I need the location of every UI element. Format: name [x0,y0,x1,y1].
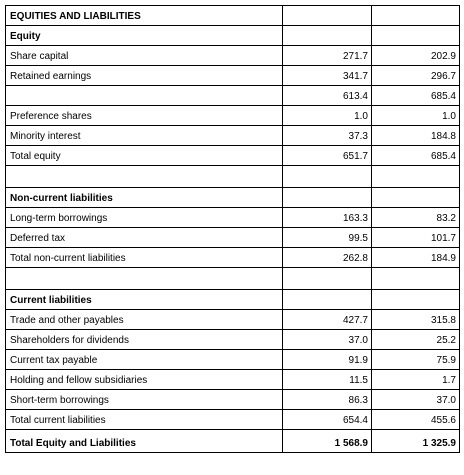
table-row [6,208,460,228]
value-cell-prior: 455.6 [372,410,460,430]
row-label-cell: Equity [6,26,283,46]
value-cell-prior: 25.2 [372,330,460,350]
row-label-cell: Total current liabilities [6,410,283,430]
value-cell-current [283,166,372,188]
row-label-cell: Total equity [6,146,283,166]
value-cell-prior: 202.9 [372,46,460,66]
value-cell-current: 651.7 [283,146,372,166]
row-label-cell: Short-term borrowings [6,390,283,410]
value-cell-prior [372,268,460,290]
row-label-cell: Long-term borrowings [6,208,283,228]
table-row [6,350,460,370]
value-cell-prior: 296.7 [372,66,460,86]
table-row [6,330,460,350]
row-label-cell: EQUITIES AND LIABILITIES [6,6,283,26]
value-cell-prior [372,188,460,208]
value-cell-current: 341.7 [283,66,372,86]
spacer-row [6,166,460,188]
row-label-cell: Holding and fellow subsidiaries [6,370,283,390]
row-label-cell [6,86,283,106]
row-label-cell: Trade and other payables [6,310,283,330]
value-cell-current: 262.8 [283,248,372,268]
value-cell-prior: 83.2 [372,208,460,228]
value-cell-current: 271.7 [283,46,372,66]
value-cell-current [283,290,372,310]
value-cell-current: 37.3 [283,126,372,146]
value-cell-current [283,6,372,26]
row-label-cell: Retained earnings [6,66,283,86]
table-row [6,46,460,66]
balance-sheet-body [6,6,460,453]
value-cell-prior: 184.8 [372,126,460,146]
value-cell-prior [372,166,460,188]
value-cell-prior: 1 325.9 [372,430,460,453]
value-cell-current: 613.4 [283,86,372,106]
value-cell-prior: 685.4 [372,86,460,106]
table-row [6,370,460,390]
value-cell-current: 99.5 [283,228,372,248]
value-cell-prior: 1.7 [372,370,460,390]
table-row [6,228,460,248]
value-cell-prior: 1.0 [372,106,460,126]
value-cell-current: 163.3 [283,208,372,228]
row-label-cell: Non-current liabilities [6,188,283,208]
value-cell-current: 1 568.9 [283,430,372,453]
value-cell-prior [372,26,460,46]
row-label-cell: Current liabilities [6,290,283,310]
table-row [6,126,460,146]
section-heading-row [6,188,460,208]
row-label-cell: Preference shares [6,106,283,126]
row-label-cell [6,268,283,290]
value-cell-prior: 685.4 [372,146,460,166]
row-label-cell: Minority interest [6,126,283,146]
row-label-cell: Deferred tax [6,228,283,248]
value-cell-prior: 75.9 [372,350,460,370]
value-cell-prior: 37.0 [372,390,460,410]
value-cell-prior: 101.7 [372,228,460,248]
value-cell-prior: 315.8 [372,310,460,330]
row-label-cell: Share capital [6,46,283,66]
table-row [6,66,460,86]
value-cell-current: 11.5 [283,370,372,390]
row-label-cell: Total non-current liabilities [6,248,283,268]
value-cell-current [283,188,372,208]
table-row [6,410,460,430]
table-row [6,146,460,166]
value-cell-current: 427.7 [283,310,372,330]
table-row [6,248,460,268]
value-cell-prior [372,6,460,26]
row-label-cell [6,166,283,188]
value-cell-current: 86.3 [283,390,372,410]
value-cell-prior: 184.9 [372,248,460,268]
table-row [6,86,460,106]
row-label-cell: Shareholders for dividends [6,330,283,350]
spacer-row [6,268,460,290]
table-row [6,390,460,410]
section-heading-row [6,290,460,310]
value-cell-current [283,26,372,46]
section-heading-row [6,6,460,26]
section-heading-row [6,26,460,46]
balance-sheet-table [5,5,460,453]
value-cell-current: 654.4 [283,410,372,430]
value-cell-current: 91.9 [283,350,372,370]
value-cell-current: 37.0 [283,330,372,350]
table-row [6,310,460,330]
value-cell-prior [372,290,460,310]
table-row [6,106,460,126]
value-cell-current: 1.0 [283,106,372,126]
value-cell-current [283,268,372,290]
grand-total-row [6,430,460,453]
row-label-cell: Total Equity and Liabilities [6,430,283,453]
row-label-cell: Current tax payable [6,350,283,370]
